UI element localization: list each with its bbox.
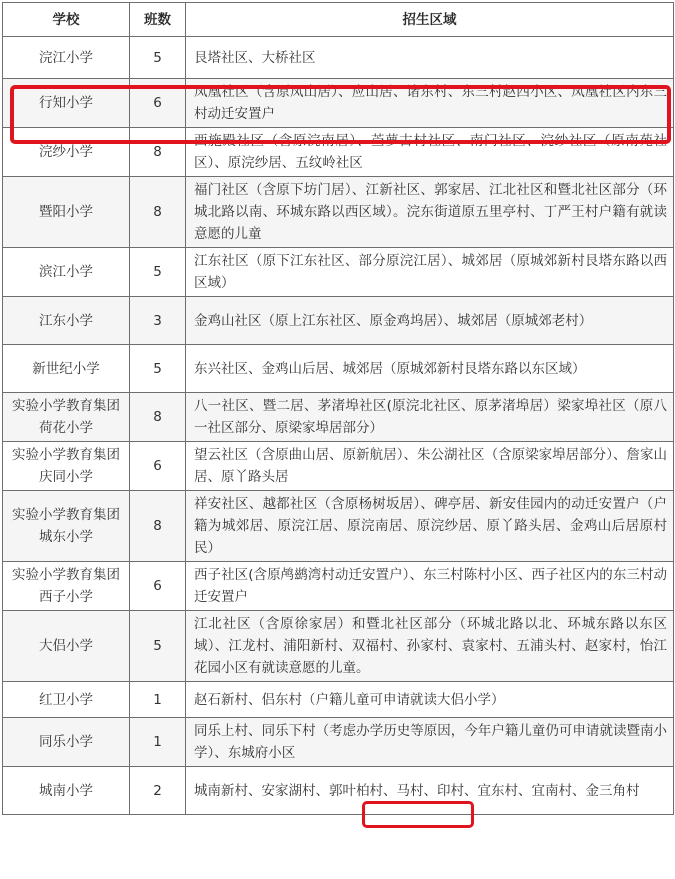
class-count-cell: 8 [130, 128, 186, 177]
table-row [3, 128, 674, 177]
school-cell: 浣纱小学 [3, 128, 130, 177]
class-count-cell: 5 [130, 345, 186, 393]
table-row [3, 718, 674, 767]
area-cell: 西施殿社区（含原浣南居）、苎萝古村社区、南门社区、浣纱社区（原南苑社区）、原浣纱居、五纹岭社区 [186, 128, 674, 177]
area-cell: 望云社区（含原曲山居、原新航居）、朱公湖社区（含原梁家埠居部分）、詹家山居、原丫路头居 [186, 442, 674, 491]
header-school: 学校 [3, 3, 130, 37]
area-cell: 艮塔社区、大桥社区 [186, 37, 674, 79]
area-cell: 江东社区（原下江东社区、部分原浣江居）、城郊居（原城郊新村艮塔东路以西区域） [186, 248, 674, 297]
table-row [3, 562, 674, 611]
school-cell: 同乐小学 [3, 718, 130, 767]
school-cell: 行知小学 [3, 79, 130, 128]
class-count-cell: 5 [130, 611, 186, 682]
table-row [3, 682, 674, 718]
class-count-cell: 6 [130, 442, 186, 491]
school-cell: 滨江小学 [3, 248, 130, 297]
area-cell: 赵石新村、侣东村（户籍儿童可申请就读大侣小学） [186, 682, 674, 718]
area-cell: 凤凰社区（含原凤山居）、应山居、诸东村、东三村赵四小区、凤凰社区内东三村动迁安置户 [186, 79, 674, 128]
class-count-cell: 6 [130, 562, 186, 611]
class-count-cell: 5 [130, 248, 186, 297]
area-cell: 城南新村、安家湖村、郭叶柏村、马村、印村、宜东村、宜南村、金三角村 [186, 767, 674, 815]
area-cell: 金鸡山社区（原上江东社区、原金鸡坞居）、城郊居（原城郊老村） [186, 297, 674, 345]
school-cell: 江东小学 [3, 297, 130, 345]
table-row [3, 442, 674, 491]
school-cell: 实验小学教育集团庆同小学 [3, 442, 130, 491]
class-count-cell: 2 [130, 767, 186, 815]
area-cell: 同乐上村、同乐下村（考虑办学历史等原因，今年户籍儿童仍可申请就读暨南小学）、东城府小区 [186, 718, 674, 767]
class-count-cell: 8 [130, 491, 186, 562]
table-row [3, 177, 674, 248]
school-cell: 城南小学 [3, 767, 130, 815]
school-cell: 大侣小学 [3, 611, 130, 682]
area-cell: 福门社区（含原下坊门居）、江新社区、郭家居、江北社区和暨北社区部分（环城北路以南、环城东路以西区域）。浣东街道原五里亭村、丁严王村户籍有就读意愿的儿童 [186, 177, 674, 248]
school-cell: 实验小学教育集团西子小学 [3, 562, 130, 611]
school-cell: 红卫小学 [3, 682, 130, 718]
area-cell: 八一社区、暨二居、茅渚埠社区(原浣北社区、原茅渚埠居）梁家埠社区（原八一社区部分、原梁家埠居部分） [186, 393, 674, 442]
table-row [3, 37, 674, 79]
table-row [3, 248, 674, 297]
class-count-cell: 1 [130, 718, 186, 767]
area-cell: 东兴社区、金鸡山后居、城郊居（原城郊新村艮塔东路以东区域） [186, 345, 674, 393]
area-cell: 祥安社区、越都社区（含原杨树坂居）、碑亭居、新安佳园内的动迁安置户（户籍为城郊居、原浣江居、原浣南居、原浣纱居、原丫路头居、金鸡山后居原村民） [186, 491, 674, 562]
table-row [3, 393, 674, 442]
school-cell: 暨阳小学 [3, 177, 130, 248]
area-cell: 江北社区（含原徐家居）和暨北社区部分（环城北路以北、环城东路以东区域）、江龙村、浦阳新村、双福村、孙家村、袁家村、五浦头村、赵家村，怡江花园小区有就读意愿的儿童。 [186, 611, 674, 682]
class-count-cell: 8 [130, 177, 186, 248]
class-count-cell: 5 [130, 37, 186, 79]
table-row [3, 611, 674, 682]
enrollment-table [2, 2, 674, 815]
school-cell: 实验小学教育集团城东小学 [3, 491, 130, 562]
table-header-row [3, 3, 674, 37]
school-cell: 浣江小学 [3, 37, 130, 79]
class-count-cell: 3 [130, 297, 186, 345]
school-cell: 实验小学教育集团荷花小学 [3, 393, 130, 442]
header-classes: 班数 [130, 3, 186, 37]
table-row [3, 79, 674, 128]
class-count-cell: 8 [130, 393, 186, 442]
table-row [3, 767, 674, 815]
header-area: 招生区域 [186, 3, 674, 37]
table-row [3, 491, 674, 562]
class-count-cell: 1 [130, 682, 186, 718]
area-cell: 西子社区(含原鸬鹚湾村动迁安置户）、东三村陈村小区、西子社区内的东三村动迁安置户 [186, 562, 674, 611]
table-row [3, 297, 674, 345]
table-row [3, 345, 674, 393]
class-count-cell: 6 [130, 79, 186, 128]
school-cell: 新世纪小学 [3, 345, 130, 393]
